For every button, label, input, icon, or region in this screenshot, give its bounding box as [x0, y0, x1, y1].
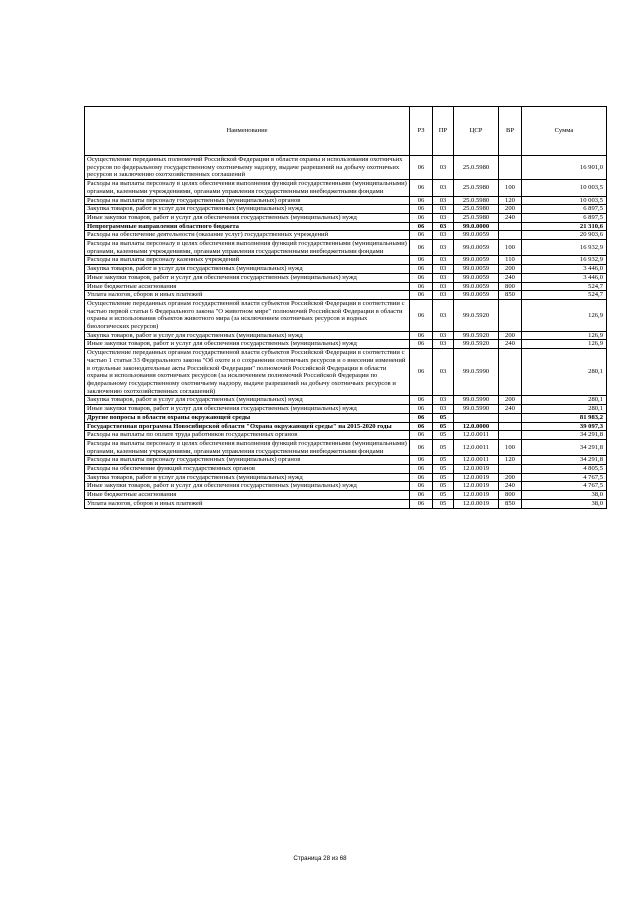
row-rz-cell: 06 [410, 205, 433, 214]
table-row [85, 396, 607, 405]
row-pr-cell: 03 [433, 240, 454, 256]
row-name-cell: Расходы на выплаты персоналу в целях обеспечения выполнения функций государственными (муниципальными) органами, казенными учреждениями, органами управления государственными внебюджетными фондами [85, 439, 410, 455]
row-rz-cell: 06 [410, 396, 433, 405]
row-sum-cell: 126,9 [522, 299, 607, 331]
row-rz-cell: 06 [410, 240, 433, 256]
row-name-cell: Иные закупки товаров, работ и услуг для обеспечения государственных (муниципальных) нужд [85, 213, 410, 222]
row-vr-cell [499, 349, 522, 396]
row-sum-cell: 34 291,8 [522, 439, 607, 455]
row-pr-cell: 03 [433, 265, 454, 274]
row-rz-cell: 06 [410, 180, 433, 196]
row-name-cell: Расходы на выплаты по оплате труда работников государственных органов [85, 431, 410, 440]
table-row [85, 273, 607, 282]
row-vr-cell [499, 156, 522, 180]
row-csr-cell: 25.0.5980 [454, 205, 499, 214]
row-name-cell: Осуществление переданных полномочий Российской Федерации в области охраны и использования охотничьих ресурсов по федеральному государственному охотничьему надзору, выдаче разрешений на добычу охотничьих ресурсов и заключению охотхозяйственных соглашений [85, 156, 410, 180]
row-pr-cell: 05 [433, 431, 454, 440]
row-pr-cell: 03 [433, 196, 454, 205]
table-row [85, 156, 607, 180]
row-csr-cell: 12.0.0019 [454, 465, 499, 474]
row-csr-cell: 99.0.5920 [454, 331, 499, 340]
row-sum-cell: 126,9 [522, 340, 607, 349]
row-sum-cell: 39 097,3 [522, 422, 607, 431]
row-sum-cell: 3 446,0 [522, 265, 607, 274]
row-rz-cell: 06 [410, 156, 433, 180]
row-sum-cell: 16 932,9 [522, 256, 607, 265]
row-vr-cell: 850 [499, 499, 522, 508]
table-row [85, 213, 607, 222]
row-sum-cell: 4 805,5 [522, 465, 607, 474]
row-csr-cell: 99.0.0059 [454, 256, 499, 265]
row-vr-cell: 800 [499, 491, 522, 500]
row-name-cell: Иные закупки товаров, работ и услуг для обеспечения государственных (муниципальных) нужд [85, 482, 410, 491]
row-csr-cell: 25.0.5980 [454, 156, 499, 180]
row-pr-cell: 05 [433, 439, 454, 455]
table-row [85, 439, 607, 455]
row-name-cell: Осуществление переданных органам государственной власти субъектов Российской Федерации в соответствии с частью первой статьи 6 Федерального закона "О животном мире" полномочий Российской Федерации в области охраны и использования объектов животного мира (за исключением охотничьих ресурсов и водных биологических ресурсов) [85, 299, 410, 331]
row-sum-cell: 38,0 [522, 499, 607, 508]
row-vr-cell: 800 [499, 282, 522, 291]
row-rz-cell: 06 [410, 222, 433, 231]
column-header-vr: ВР [499, 107, 522, 156]
table-row [85, 482, 607, 491]
row-vr-cell: 200 [499, 396, 522, 405]
row-vr-cell [499, 222, 522, 231]
row-name-cell: Закупка товаров, работ и услуг для государственных (муниципальных) нужд [85, 331, 410, 340]
row-name-cell: Закупка товаров, работ и услуг для государственных (муниципальных) нужд [85, 265, 410, 274]
row-name-cell: Уплата налогов, сборов и иных платежей [85, 499, 410, 508]
row-name-cell: Непрограммные направления областного бюджета [85, 222, 410, 231]
row-csr-cell: 99.0.0059 [454, 231, 499, 240]
table-row [85, 231, 607, 240]
row-vr-cell [499, 413, 522, 422]
row-sum-cell: 34 291,8 [522, 456, 607, 465]
row-csr-cell: 99.0.5990 [454, 349, 499, 396]
table-row [85, 456, 607, 465]
row-vr-cell: 240 [499, 273, 522, 282]
table-row [85, 240, 607, 256]
row-pr-cell: 05 [433, 473, 454, 482]
row-name-cell: Закупка товаров, работ и услуг для государственных (муниципальных) нужд [85, 473, 410, 482]
row-name-cell: Расходы на выплаты персоналу в целях обеспечения выполнения функций государственными (муниципальными) органами, казенными учреждениями, органами управления государственными внебюджетными фондами [85, 240, 410, 256]
table-row [85, 180, 607, 196]
row-csr-cell: 12.0.0019 [454, 473, 499, 482]
table-row [85, 431, 607, 440]
row-sum-cell: 6 897,5 [522, 205, 607, 214]
row-vr-cell [499, 231, 522, 240]
table-row [85, 422, 607, 431]
row-pr-cell: 05 [433, 422, 454, 431]
row-pr-cell: 03 [433, 282, 454, 291]
row-rz-cell: 06 [410, 231, 433, 240]
row-sum-cell: 16 901,0 [522, 156, 607, 180]
row-sum-cell: 4 767,5 [522, 473, 607, 482]
table-row [85, 340, 607, 349]
row-name-cell: Государственная программа Новосибирской области "Охрана окружающей среды" на 2015-2020 годы [85, 422, 410, 431]
table-row [85, 299, 607, 331]
row-name-cell: Иные закупки товаров, работ и услуг для обеспечения государственных (муниципальных) нужд [85, 405, 410, 414]
row-sum-cell: 21 310,6 [522, 222, 607, 231]
row-vr-cell: 120 [499, 456, 522, 465]
row-name-cell: Иные закупки товаров, работ и услуг для обеспечения государственных (муниципальных) нужд [85, 273, 410, 282]
row-name-cell: Расходы на выплаты персоналу в целях обеспечения выполнения функций государственными (муниципальными) органами, казенными учреждениями, органами управления государственными внебюджетными фондами [85, 180, 410, 196]
row-csr-cell: 12.0.0019 [454, 499, 499, 508]
row-pr-cell: 05 [433, 491, 454, 500]
table-row [85, 491, 607, 500]
row-csr-cell: 99.0.0000 [454, 222, 499, 231]
row-rz-cell: 06 [410, 405, 433, 414]
row-name-cell: Расходы на выплаты персоналу государственных (муниципальных) органов [85, 196, 410, 205]
row-csr-cell: 99.0.0059 [454, 273, 499, 282]
row-csr-cell: 99.0.0059 [454, 240, 499, 256]
row-rz-cell: 06 [410, 331, 433, 340]
row-pr-cell: 03 [433, 396, 454, 405]
row-vr-cell: 200 [499, 473, 522, 482]
row-rz-cell: 06 [410, 413, 433, 422]
table-row [85, 196, 607, 205]
row-sum-cell: 81 983,2 [522, 413, 607, 422]
table-body [85, 156, 607, 509]
row-vr-cell: 200 [499, 205, 522, 214]
row-vr-cell: 100 [499, 240, 522, 256]
table-row [85, 265, 607, 274]
row-vr-cell: 120 [499, 196, 522, 205]
row-rz-cell: 06 [410, 299, 433, 331]
row-sum-cell: 34 291,8 [522, 431, 607, 440]
row-sum-cell: 6 897,5 [522, 213, 607, 222]
table-row [85, 465, 607, 474]
row-rz-cell: 06 [410, 456, 433, 465]
column-header-name: Наименование [85, 107, 410, 156]
row-vr-cell: 240 [499, 213, 522, 222]
row-csr-cell: 12.0.0000 [454, 422, 499, 431]
table-row [85, 413, 607, 422]
row-sum-cell: 10 003,5 [522, 196, 607, 205]
row-rz-cell: 06 [410, 422, 433, 431]
row-vr-cell: 200 [499, 331, 522, 340]
row-name-cell: Расходы на выплаты персоналу казенных учреждений [85, 256, 410, 265]
row-vr-cell: 240 [499, 340, 522, 349]
row-csr-cell: 12.0.0011 [454, 456, 499, 465]
row-sum-cell: 3 446,0 [522, 273, 607, 282]
row-rz-cell: 06 [410, 491, 433, 500]
row-csr-cell: 12.0.0019 [454, 491, 499, 500]
row-pr-cell: 03 [433, 180, 454, 196]
row-vr-cell [499, 299, 522, 331]
row-csr-cell [454, 413, 499, 422]
row-csr-cell: 99.0.5920 [454, 340, 499, 349]
row-vr-cell: 850 [499, 291, 522, 300]
row-sum-cell: 16 932,9 [522, 240, 607, 256]
row-name-cell: Осуществление переданных органам государственной власти субъектов Российской Федерации в соответствии с частью 1 статьи 33 Федерального закона "Об охоте и о сохранении охотничьих ресурсов и о внесении изменений в отдельные законодательные акты Российской Федерации" полномочий Российской Федерации в области охраны и использования охотничьих ресурсов (за исключением полномочий Российской Федерации по федеральному государственному охотничьему надзору, выдаче разрешений на добычу охотничьих ресурсов и заключению охотхозяйственных соглашений) [85, 349, 410, 396]
row-rz-cell: 06 [410, 196, 433, 205]
row-rz-cell: 06 [410, 349, 433, 396]
row-rz-cell: 06 [410, 265, 433, 274]
row-name-cell: Расходы на выплаты персоналу государственных (муниципальных) органов [85, 456, 410, 465]
row-pr-cell: 05 [433, 482, 454, 491]
row-pr-cell: 05 [433, 499, 454, 508]
row-rz-cell: 06 [410, 431, 433, 440]
row-rz-cell: 06 [410, 340, 433, 349]
row-csr-cell: 12.0.0011 [454, 439, 499, 455]
row-pr-cell: 03 [433, 156, 454, 180]
column-header-sum: Сумма [522, 107, 607, 156]
row-sum-cell: 524,7 [522, 291, 607, 300]
row-rz-cell: 06 [410, 473, 433, 482]
row-pr-cell: 05 [433, 456, 454, 465]
row-sum-cell: 4 767,5 [522, 482, 607, 491]
row-pr-cell: 03 [433, 349, 454, 396]
table-row [85, 405, 607, 414]
row-pr-cell: 03 [433, 331, 454, 340]
row-csr-cell: 99.0.0059 [454, 265, 499, 274]
column-header-rz: РЗ [410, 107, 433, 156]
row-rz-cell: 06 [410, 256, 433, 265]
row-sum-cell: 38,0 [522, 491, 607, 500]
row-rz-cell: 06 [410, 482, 433, 491]
column-header-csr: ЦСР [454, 107, 499, 156]
table-row [85, 473, 607, 482]
row-pr-cell: 03 [433, 222, 454, 231]
table-row [85, 349, 607, 396]
row-vr-cell: 240 [499, 405, 522, 414]
row-pr-cell: 03 [433, 205, 454, 214]
row-name-cell: Иные бюджетные ассигнования [85, 491, 410, 500]
row-vr-cell [499, 431, 522, 440]
row-sum-cell: 126,9 [522, 331, 607, 340]
row-vr-cell: 100 [499, 180, 522, 196]
row-vr-cell: 110 [499, 256, 522, 265]
row-name-cell: Уплата налогов, сборов и иных платежей [85, 291, 410, 300]
row-sum-cell: 10 003,5 [522, 180, 607, 196]
row-pr-cell: 03 [433, 291, 454, 300]
row-vr-cell [499, 465, 522, 474]
table-row [85, 331, 607, 340]
row-name-cell: Другие вопросы в области охраны окружающей среды [85, 413, 410, 422]
row-rz-cell: 06 [410, 499, 433, 508]
row-sum-cell: 280,1 [522, 396, 607, 405]
row-rz-cell: 06 [410, 465, 433, 474]
row-name-cell: Закупка товаров, работ и услуг для государственных (муниципальных) нужд [85, 396, 410, 405]
row-rz-cell: 06 [410, 282, 433, 291]
row-pr-cell: 03 [433, 299, 454, 331]
row-pr-cell: 03 [433, 213, 454, 222]
row-csr-cell: 25.0.5980 [454, 180, 499, 196]
row-name-cell: Закупка товаров, работ и услуг для государственных (муниципальных) нужд [85, 205, 410, 214]
row-csr-cell: 25.0.5980 [454, 196, 499, 205]
row-sum-cell: 524,7 [522, 282, 607, 291]
table-header-row [85, 107, 607, 156]
row-vr-cell: 100 [499, 439, 522, 455]
row-csr-cell: 12.0.0019 [454, 482, 499, 491]
row-rz-cell: 06 [410, 439, 433, 455]
table-row [85, 282, 607, 291]
row-name-cell: Расходы на обеспечение функций государственных органов [85, 465, 410, 474]
row-csr-cell: 99.0.0059 [454, 291, 499, 300]
row-pr-cell: 03 [433, 273, 454, 282]
row-csr-cell: 99.0.0059 [454, 282, 499, 291]
row-name-cell: Иные бюджетные ассигнования [85, 282, 410, 291]
row-rz-cell: 06 [410, 291, 433, 300]
row-sum-cell: 280,1 [522, 405, 607, 414]
row-pr-cell: 03 [433, 231, 454, 240]
row-csr-cell: 12.0.0011 [454, 431, 499, 440]
row-csr-cell: 99.0.5990 [454, 396, 499, 405]
row-name-cell: Иные закупки товаров, работ и услуг для обеспечения государственных (муниципальных) нужд [85, 340, 410, 349]
row-csr-cell: 25.0.5980 [454, 213, 499, 222]
row-pr-cell: 03 [433, 256, 454, 265]
row-rz-cell: 06 [410, 273, 433, 282]
column-header-pr: ПР [433, 107, 454, 156]
row-pr-cell: 05 [433, 413, 454, 422]
table-row [85, 222, 607, 231]
table-row [85, 291, 607, 300]
table-row [85, 205, 607, 214]
table-row [85, 256, 607, 265]
table-row [85, 499, 607, 508]
row-name-cell: Расходы на обеспечение деятельности (оказание услуг) государственных учреждений [85, 231, 410, 240]
row-pr-cell: 03 [433, 405, 454, 414]
page-number: Страница 28 из 68 [293, 855, 347, 862]
budget-table [84, 106, 607, 509]
row-csr-cell: 99.0.5990 [454, 405, 499, 414]
row-sum-cell: 280,1 [522, 349, 607, 396]
row-vr-cell: 200 [499, 265, 522, 274]
row-pr-cell: 05 [433, 465, 454, 474]
row-vr-cell: 240 [499, 482, 522, 491]
row-rz-cell: 06 [410, 213, 433, 222]
row-pr-cell: 03 [433, 340, 454, 349]
row-csr-cell: 99.0.5920 [454, 299, 499, 331]
row-sum-cell: 20 903,6 [522, 231, 607, 240]
row-vr-cell [499, 422, 522, 431]
